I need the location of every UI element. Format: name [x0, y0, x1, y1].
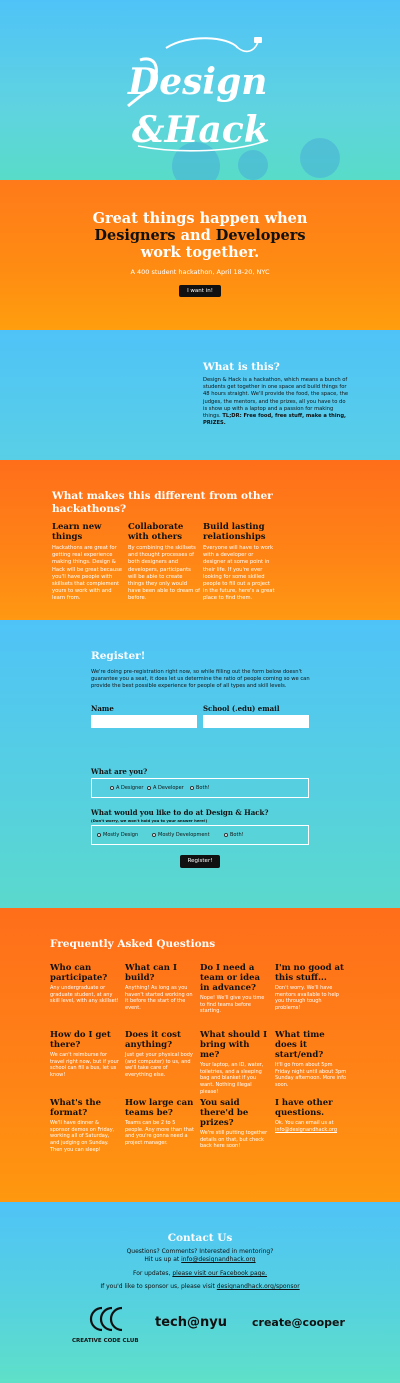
what-body: [203, 377, 349, 427]
intro-headline-line1: Great things happen when: [92, 210, 308, 227]
register-heading: Register!: [91, 650, 146, 662]
school-email-input[interactable]: [203, 715, 309, 728]
role-question: What are you?: [91, 767, 148, 776]
facebook-link[interactable]: please visit our Facebook page.: [172, 1270, 268, 1277]
contact-line-2-text: Hit us up at: [144, 1256, 182, 1263]
faq-question: Who can participate?: [50, 963, 108, 983]
faq-answer: We're still putting together details on that, but check back here soon!: [200, 1130, 268, 1150]
contact-line-4: [0, 1283, 400, 1290]
design-and-hack-logo: [118, 34, 288, 154]
diff-column-title: Build lasting relationships: [203, 522, 266, 542]
faq-question: What can I build?: [125, 963, 177, 983]
faq-item: [200, 1098, 270, 1150]
role-option-label: A Developer: [153, 785, 184, 791]
diff-column-text: Everyone will have to work with a developer or designer at some point in their life. If you're ever looking for some skilled people to fill out a project in the future, here's a great place to find them.: [203, 545, 275, 602]
faq-answer: Teams can be 2 to 5 people. Any more than that and you're gonna need a project manager.: [125, 1120, 194, 1147]
faq-question: How do I get there?: [50, 1030, 111, 1050]
faq-answer-text: Ok. You can email us at: [275, 1120, 334, 1126]
activity-option-design[interactable]: [97, 832, 138, 838]
register-submit-button[interactable]: Register!: [180, 855, 220, 868]
contact-heading: Contact Us: [167, 1232, 233, 1244]
faq-item: [275, 963, 347, 1012]
faq-item: [125, 1030, 195, 1079]
role-option-label: Both!: [196, 785, 210, 791]
faq-item: [275, 1030, 347, 1089]
activity-question: What would you like to do at Design & Hack?: [91, 808, 269, 817]
and-word: and: [175, 227, 216, 244]
faq-item: [125, 963, 195, 1012]
contact-line-4-text: If you'd like to sponsor us, please visit: [100, 1283, 217, 1290]
faq-question: What should I bring with me?: [200, 1030, 268, 1060]
faq-item: [200, 963, 270, 1015]
name-label: Name: [91, 704, 114, 713]
radio-icon[interactable]: [110, 786, 114, 790]
faq-email-link[interactable]: info@designandhack.org: [275, 1126, 338, 1133]
diff-column-title: Learn new things: [52, 522, 102, 542]
radio-icon[interactable]: [190, 786, 194, 790]
faq-question: You said there'd be prizes?: [200, 1098, 249, 1128]
contact-email-link[interactable]: info@designandhack.org: [181, 1256, 256, 1263]
activity-option-label: Mostly Design: [103, 832, 139, 838]
svg-text:&Hack: &Hack: [132, 109, 269, 151]
faq-question: I have other questions.: [275, 1098, 333, 1118]
faq-item: [50, 1098, 120, 1154]
faq-item: [50, 1030, 120, 1079]
i-want-in-button[interactable]: I want in!: [179, 285, 221, 297]
radio-icon[interactable]: [147, 786, 151, 790]
contact-line-1: Questions? Comments? Interested in mentoring?: [126, 1248, 274, 1255]
activity-note: (Don't worry, we won't hold you to your answer here!): [91, 818, 208, 823]
intro-headline: [0, 210, 400, 261]
school-email-label: School (.edu) email: [203, 704, 280, 713]
faq-answer: Anything! As long as you haven't started working on it before the start of the event.: [125, 985, 193, 1012]
faq-question: Do I need a team or idea in advance?: [200, 963, 260, 993]
faq-answer: Your laptop, an ID, water, toiletries, and a sleeping bag and blanket if you want. Nothing illegal please!: [200, 1062, 264, 1095]
faq-answer: [275, 1120, 347, 1133]
decor-circle: [300, 138, 340, 178]
developers-word: Developers: [215, 227, 306, 244]
name-input[interactable]: [91, 715, 197, 728]
diff-column: [52, 522, 124, 603]
activity-option-development[interactable]: [152, 832, 210, 838]
faq-answer: Nope! We'll give you time to find teams before starting.: [200, 995, 265, 1015]
contact-line-2: [0, 1256, 400, 1263]
faq-answer: It'll go from about 5pm Friday night until about 3pm Sunday afternoon. More info soon.: [275, 1062, 347, 1089]
role-option-developer[interactable]: [147, 785, 184, 791]
different-heading: What makes this different from other hackathons?: [52, 490, 273, 515]
hero-section: [0, 0, 400, 180]
role-option-label: A Designer: [116, 785, 144, 791]
diff-column-title: Collaborate with others: [128, 522, 184, 542]
radio-icon[interactable]: [97, 833, 101, 837]
faq-question: What's the format?: [50, 1098, 102, 1118]
activity-option-both[interactable]: [224, 832, 244, 838]
what-heading: What is this?: [203, 361, 280, 373]
contact-line-3-text: For updates,: [132, 1270, 173, 1277]
faq-answer: Don't worry. We'll have mentors available to help you through tough problems!: [275, 985, 339, 1012]
register-intro: We're doing pre-registration right now, so while filling out the form below doesn't guarantee you a seat, it does let us determine the ratio of people coming so we can provide the best possible experience for people of all types and skill levels.: [91, 669, 310, 690]
faq-answer: Just get your physical body (and computer) to us, and we'll take care of everything else.: [125, 1052, 193, 1079]
sponsor-link[interactable]: designandhack.org/sponsor: [216, 1283, 300, 1290]
contact-section: [0, 1202, 400, 1383]
role-option-both[interactable]: [190, 785, 210, 791]
creative-code-club-label: CREATIVE CODE CLUB: [72, 1338, 139, 1344]
faq-answer: Any undergraduate or graduate student, at any skill level, with any skillset!: [50, 985, 119, 1005]
faq-item: [125, 1098, 195, 1147]
diff-column: [203, 522, 275, 603]
radio-icon[interactable]: [152, 833, 156, 837]
decor-circle: [238, 150, 268, 180]
faq-item: [50, 963, 120, 1005]
diff-column: [128, 522, 200, 603]
intro-headline-line3: work together.: [140, 244, 260, 261]
faq-item: [200, 1030, 270, 1096]
faq-answer: We can't reimburse for travel right now, but if your school can fill a bus, let us know!: [50, 1052, 119, 1079]
what-tldr: TL;DR: Free food, free stuff, make a thing, PRIZES.: [203, 413, 347, 427]
diff-column-text: By combining the skillsets and thought processes of both designers and developers, participants will be able to create things they only would have been able to dream of before.: [128, 545, 200, 602]
designers-word: Designers: [94, 227, 176, 244]
faq-question: How large can teams be?: [125, 1098, 194, 1118]
tech-nyu-logo: tech@nyu: [155, 1315, 227, 1330]
creative-code-club-logo-icon: [88, 1304, 128, 1334]
faq-question: What time does it start/end?: [275, 1030, 325, 1060]
intro-subtitle: A 400 student hackathon, April 18-20, NYC: [130, 268, 270, 276]
contact-line-3: [0, 1270, 400, 1277]
faq-answer: We'll have dinner & sponsor demos on Friday, working all of Saturday, and judging on Sunday. Then you can sleep!: [50, 1120, 115, 1153]
radio-icon[interactable]: [224, 833, 228, 837]
faq-question: Does it cost anything?: [125, 1030, 181, 1050]
faq-item: [275, 1098, 347, 1133]
activity-option-label: Both!: [230, 832, 244, 838]
create-cooper-logo: create@cooper: [252, 1316, 345, 1329]
faq-heading: Frequently Asked Questions: [50, 938, 216, 950]
svg-text:Design: Design: [128, 61, 268, 103]
diff-column-text: Hackathons are great for getting real experience making things. Design & Hack will be great because you'll have people with skillsets that complement yours to work with and learn from.: [52, 545, 122, 602]
what-body-text: Design & Hack is a hackathon, which means a bunch of students get together in one space and build things for 48 hours straight. We'll provide the food, the space, the judges, the mentors, and the prizes, all you have to do is show up with a laptop and a passion for making things.: [203, 377, 349, 420]
activity-option-label: Mostly Development: [158, 832, 210, 838]
role-option-designer[interactable]: [110, 785, 143, 791]
faq-question: I'm no good at this stuff...: [275, 963, 344, 983]
